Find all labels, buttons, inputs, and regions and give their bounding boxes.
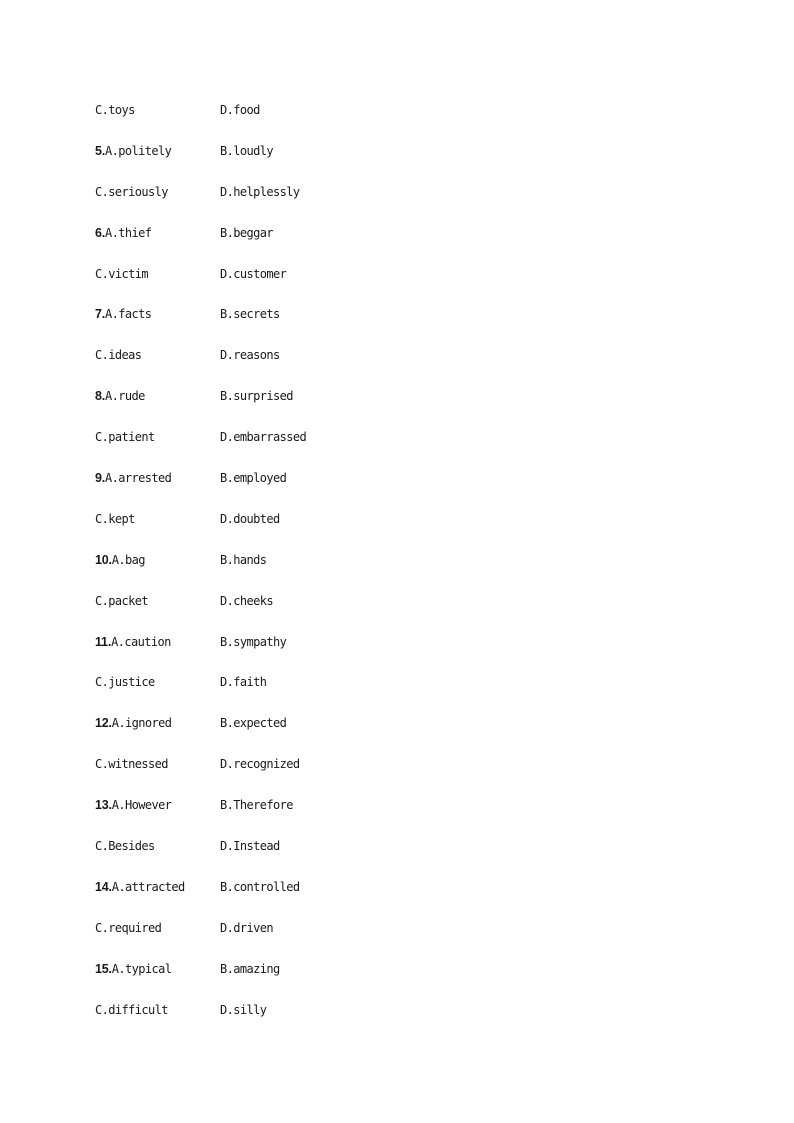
options-row (95, 797, 695, 838)
options-row (95, 470, 695, 511)
question-number: 9. (95, 471, 106, 486)
option-left (95, 511, 135, 527)
option-text: C.ideas (95, 348, 142, 363)
option-text: A.bag (111, 552, 145, 567)
option-right: B.hands (220, 552, 267, 567)
options-row (95, 143, 695, 184)
option-left (95, 634, 171, 650)
option-right: D.helplessly (220, 184, 300, 199)
option-text: A.thief (105, 225, 152, 240)
option-left (95, 920, 161, 936)
option-text: C.justice (95, 675, 155, 690)
option-right: B.secrets (220, 307, 280, 322)
option-left (95, 552, 145, 568)
option-text: C.required (95, 920, 162, 935)
options-row (95, 879, 695, 920)
question-number: 15. (95, 961, 112, 976)
option-right: D.Instead (220, 839, 280, 854)
option-right: B.surprised (220, 389, 293, 404)
option-left (95, 347, 141, 363)
option-text: C.witnessed (95, 757, 168, 772)
question-number: 11. (95, 634, 112, 649)
option-right: D.food (220, 103, 260, 117)
options-row (95, 429, 695, 470)
option-text: A.arrested (105, 471, 172, 486)
option-left (95, 961, 171, 977)
options-row (95, 920, 695, 961)
option-text: C.patient (95, 430, 155, 445)
option-right: D.driven (220, 920, 273, 935)
option-right: D.cheeks (220, 593, 273, 608)
option-text: A.caution (111, 634, 171, 649)
options-row (95, 593, 695, 634)
option-left (95, 1002, 168, 1018)
options-row (95, 266, 695, 307)
option-text: C.toys (95, 103, 135, 117)
option-left (95, 470, 171, 486)
options-row (95, 388, 695, 429)
option-text: C.victim (95, 266, 148, 281)
option-left (95, 225, 151, 241)
options-row (95, 102, 695, 143)
options-row (95, 347, 695, 388)
option-right: D.customer (220, 266, 287, 281)
question-number: 5. (95, 143, 106, 158)
question-number: 6. (95, 225, 106, 240)
option-right: B.sympathy (220, 634, 287, 649)
option-right: D.doubted (220, 511, 280, 526)
option-text: A.politely (105, 143, 172, 158)
option-right: B.expected (220, 716, 287, 731)
option-left (95, 674, 155, 690)
question-number: 13. (95, 798, 112, 813)
option-left (95, 429, 155, 445)
options-row (95, 511, 695, 552)
question-number: 7. (95, 307, 106, 322)
option-text: A.ignored (111, 716, 172, 731)
option-left (95, 715, 171, 731)
option-right: B.employed (220, 471, 287, 486)
option-right: B.Therefore (220, 798, 293, 813)
option-left (95, 879, 185, 895)
option-right: D.embarrassed (220, 430, 307, 445)
option-text: C.packet (95, 593, 148, 608)
option-left (95, 184, 168, 200)
option-text: A.facts (105, 307, 152, 322)
question-number: 12. (95, 716, 112, 731)
option-left (95, 143, 171, 159)
options-row (95, 225, 695, 266)
option-left (95, 838, 155, 854)
question-number: 14. (95, 879, 112, 894)
options-row (95, 306, 695, 347)
options-row (95, 961, 695, 1002)
option-right: B.loudly (220, 143, 273, 158)
option-text: C.difficult (95, 1002, 168, 1017)
option-text: A.attracted (111, 879, 185, 894)
options-row (95, 674, 695, 715)
option-text: A.rude (105, 389, 145, 404)
option-right: D.recognized (220, 757, 300, 772)
option-text: A.typical (111, 961, 172, 976)
options-row (95, 634, 695, 675)
option-left (95, 756, 168, 772)
options-row (95, 1002, 695, 1043)
option-left (95, 102, 135, 118)
option-text: C.kept (95, 511, 135, 526)
option-right: B.controlled (220, 879, 300, 894)
option-right: D.reasons (220, 348, 280, 363)
options-row (95, 552, 695, 593)
options-row (95, 715, 695, 756)
options-row (95, 838, 695, 879)
option-right: D.silly (220, 1002, 267, 1017)
option-right: B.beggar (220, 225, 273, 240)
option-left (95, 388, 145, 404)
question-number: 8. (95, 389, 106, 404)
question-number: 10. (95, 552, 112, 567)
option-right: D.faith (220, 675, 267, 690)
option-right: B.amazing (220, 961, 280, 976)
option-text: A.However (111, 798, 172, 813)
options-row (95, 756, 695, 797)
option-left (95, 306, 151, 322)
option-text: C.Besides (95, 839, 155, 854)
option-left (95, 266, 148, 282)
option-left (95, 797, 171, 813)
options-row (95, 184, 695, 225)
answer-options-list (95, 102, 695, 1042)
option-text: C.seriously (95, 184, 168, 199)
option-left (95, 593, 148, 609)
